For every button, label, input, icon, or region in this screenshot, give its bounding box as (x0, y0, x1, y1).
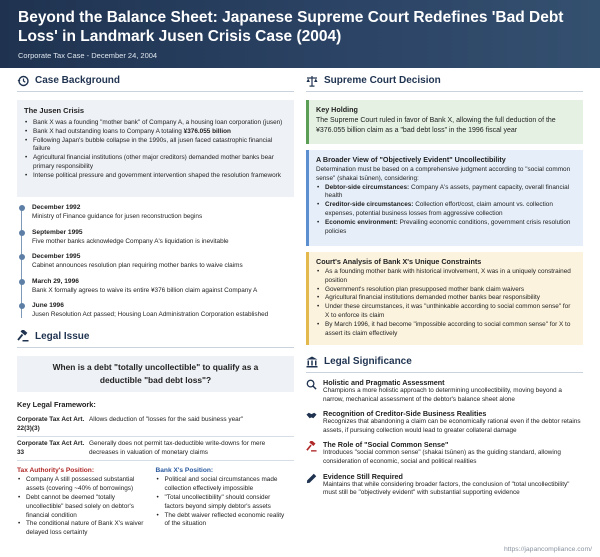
scales-icon (306, 75, 318, 87)
key-holding-box: Key Holding The Supreme Court ruled in favor of Bank X, allowing the full deduction of the ¥376.055 billion claim as a "bad debt loss" in the 1996 fiscal year (306, 100, 583, 144)
pen-icon (306, 473, 317, 484)
list-item: • Debtor-side circumstances: Company A's assets, payment capacity, overall financial health (316, 184, 576, 202)
decision-heading: Supreme Court Decision (306, 74, 583, 92)
framework-row: Corporate Tax Act Art. 22(3)(3) Allows deduction of "losses for the said business year" (17, 413, 294, 437)
bank-x-position: Bank X's Position: • Political and social circumstances made collection effectively impossible • "Total uncollectibility" should consider factors beyond simply debtor's assets • The debt waiver reflected economic reality of the situation (156, 467, 295, 538)
list-item: • Agricultural financial institutions (other major creditors) demanded mother banks bear primary responsibility (24, 154, 287, 172)
jusen-crisis-box (17, 100, 294, 197)
list-item: • Bank X had outstanding loans to Company A totaling ¥376.055 billion (24, 128, 287, 137)
gavel-icon (17, 330, 29, 342)
list-item: • Bank X was a founding "mother bank" of Company A, a housing loan corporation (jusen) (24, 119, 287, 128)
timeline-item: December 1992 Ministry of Finance guidance for jusen reconstruction begins (32, 203, 294, 228)
history-icon (17, 75, 29, 87)
court-analysis-box: Court's Analysis of Bank X's Unique Constraints • As a founding mother bank with historical involvement, X was in a uniquely constrained position • Government's resolution plan presupposed mother bank claim waivers • Agricultural financial institutions demanded mother banks bear responsibility • Under these circumstances, it was "unthinkable according to social common sense" for X to enforce its claim • By March 1996, it had become "impossible according to social common sense" for X to assert its claim effectively (306, 252, 583, 345)
case-background-heading: Case Background (17, 74, 294, 92)
timeline-item: June 1996 Jusen Resolution Act passed; Housing Loan Administration Corporation established (32, 301, 294, 326)
list-item: • The conditional nature of Bank X's waiver delayed loss certainty (17, 520, 150, 538)
handshake-icon (306, 410, 317, 421)
right-column (306, 74, 583, 498)
gavel-icon (306, 441, 317, 452)
list-item: • Company A still possessed substantial assets (covering ~40% of borrowings) (17, 476, 150, 494)
significance-item: The Role of "Social Common Sense" Introduces "social common sense" (shakai tsūnen) as the guiding standard, allowing consideration of economic, social and political realities (306, 440, 583, 466)
timeline-item: September 1995 Five mother banks acknowledge Company A's liquidation is inevitable (32, 228, 294, 253)
page-title: Beyond the Balance Sheet: Japanese Supreme Court Redefines 'Bad Debt Loss' in Landmark Jusen Crisis Case (2004) (18, 9, 564, 45)
list-item: • The debt waiver reflected economic reality of the situation (156, 512, 289, 530)
list-item: • Under these circumstances, it was "unthinkable according to social common sense" for X to enforce its claim (316, 303, 576, 321)
significance-item: Recognition of Creditor-Side Business Realities Recognizes that abandoning a claim can be economically rational even if the debtor retains assets, if pursuing collection would lead to greater collateral damage (306, 409, 583, 435)
list-item: • Intense political pressure and government intervention shaped the resolution framework (24, 172, 287, 181)
institution-icon (306, 356, 318, 368)
significance-item: Evidence Still Required Maintains that while considering broader factors, the conclusion of "total uncollectibility" must still be "objectively evident" with substantial supporting evidence (306, 472, 583, 498)
list-item: • Agricultural financial institutions demanded mother banks bear responsibility (316, 294, 576, 303)
framework-title: Key Legal Framework: (17, 399, 96, 409)
list-item: • Debt cannot be deemed "totally uncollectible" based solely on debtor's financial condition (17, 494, 150, 520)
tax-authority-position: Tax Authority's Position: • Company A still possessed substantial assets (covering ~40% of borrowings) • Debt cannot be deemed "totally uncollectible" based solely on debtor's financial condition • The conditional nature of Bank X's waiver delayed loss certainty (17, 467, 156, 538)
significance-heading: Legal Significance (306, 355, 583, 373)
list-item: • By March 1996, it had become "impossible according to social common sense" for X to assert its claim effectively (316, 321, 576, 339)
search-icon (306, 379, 317, 390)
positions (17, 467, 294, 538)
list-item: • As a founding mother bank with historical involvement, X was in a uniquely constrained position (316, 268, 576, 286)
timeline-item: December 1995 Cabinet announces resolution plan requiring mother banks to waive claims (32, 252, 294, 277)
loan-amount: ¥376.055 billion (183, 127, 231, 135)
list-item: • Following Japan's bubble collapse in the 1990s, all jusen faced catastrophic financial failure (24, 137, 287, 155)
left-column (17, 74, 294, 538)
legal-question: When is a debt "totally uncollectible" to qualify as a deductible "bad debt loss"? (17, 356, 294, 392)
list-item: • Creditor-side circumstances: Collection effort/cost, claim amount vs. collection expenses, potential business losses from aggressive collection (316, 201, 576, 219)
significance-item: Holistic and Pragmatic Assessment Champions a more holistic approach to determining uncollectibility, moving beyond a narrow, mechanical assessment of the debtor's balance sheet alone (306, 378, 583, 404)
framework-row: Corporate Tax Act Art. 33 Generally does not permit tax-deductible write-downs for mere decreases in valuation of monetary claims (17, 437, 294, 461)
broader-view-box: A Broader View of "Objectively Evident" Uncollectibility Determination must be based on a comprehensive judgment according to "social common sense" (shakai tsūnen), considering: • Debtor-side circumstances: Company A's assets, payment capacity, overall financial health • Creditor-side circumstances: Collection effort/cost, claim amount vs. collection expenses, potential business losses from aggressive collection • Economic environment: Prevailing economic conditions, government crisis resolution policies (306, 150, 583, 246)
timeline-item: March 29, 1996 Bank X formally agrees to waive its entire ¥376 billion claim against Company A (32, 277, 294, 302)
legal-issue-heading: Legal Issue (17, 330, 294, 348)
list-item: • "Total uncollectibility" should consider factors beyond simply debtor's assets (156, 494, 289, 512)
list-item: • Political and social circumstances made collection effectively impossible (156, 476, 289, 494)
footer-url[interactable]: https://japancompliance.com/ (503, 546, 592, 553)
list-item: • Government's resolution plan presupposed mother bank claim waivers (316, 286, 576, 295)
page-header (0, 0, 600, 68)
page-subtitle: Corporate Tax Case - December 24, 2004 (18, 51, 158, 60)
list-item: • Economic environment: Prevailing economic conditions, government crisis resolution policies (316, 219, 576, 237)
jusen-title: The Jusen Crisis (24, 106, 85, 115)
timeline (17, 203, 294, 326)
